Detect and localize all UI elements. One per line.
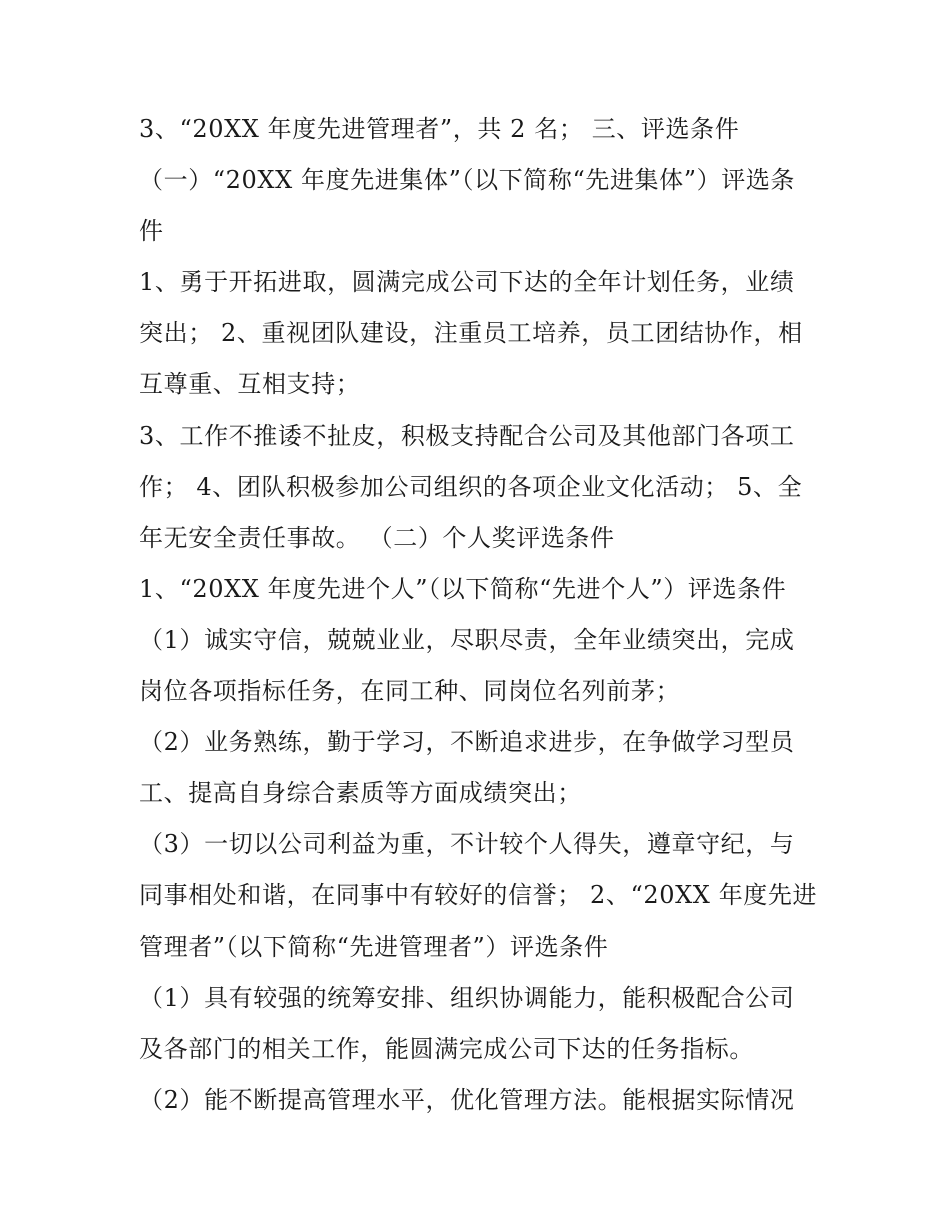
document-body	[139, 104, 818, 1126]
text-line: 1、勇于开拓进取，圆满完成公司下达的全年计划任务，业绩	[139, 268, 795, 297]
text-line: 3、工作不推诿不扯皮，积极支持配合公司及其他部门各项工	[139, 421, 795, 450]
text-line: （2）业务熟练，勤于学习，不断追求进步，在争做学习型员	[139, 728, 795, 757]
text-line: 件	[139, 217, 164, 246]
text-line: （一）“20XX 年度先进集体”（以下简称“先进集体”）评选条	[139, 166, 796, 195]
text-line: 1、“20XX 年度先进个人”（以下简称“先进个人”）评选条件	[139, 574, 787, 603]
text-line: （1）诚实守信，兢兢业业，尽职尽责，全年业绩突出，完成	[139, 625, 795, 654]
text-line: 同事相处和谐，在同事中有较好的信誉； 2、“20XX 年度先进	[139, 881, 818, 910]
text-line: 工、提高自身综合素质等方面成绩突出；	[139, 779, 582, 808]
text-line: （3）一切以公司利益为重，不计较个人得失，遵章守纪，与	[139, 830, 795, 859]
text-line: 3、“20XX 年度先进管理者”，共 2 名； 三、评选条件	[139, 115, 740, 143]
text-line: 年无安全责任事故。 （二）个人奖评选条件	[139, 523, 615, 552]
text-line: 突出； 2、重视团队建设，注重员工培养，员工团结协作，相	[139, 319, 803, 348]
text-line: （2）能不断提高管理水平，优化管理方法。能根据实际情况	[139, 1085, 795, 1114]
text-line: 及各部门的相关工作，能圆满完成公司下达的任务指标。	[139, 1034, 754, 1063]
text-line: 互尊重、互相支持；	[139, 370, 361, 399]
text-line: 作； 4、团队积极参加公司组织的各项企业文化活动； 5、全	[139, 472, 803, 501]
text-line: （1）具有较强的统筹安排、组织协调能力，能积极配合公司	[139, 983, 795, 1012]
text-line: 管理者”（以下简称“先进管理者”）评选条件	[139, 932, 609, 961]
text-line: 岗位各项指标任务，在同工种、同岗位名列前茅；	[139, 677, 681, 706]
